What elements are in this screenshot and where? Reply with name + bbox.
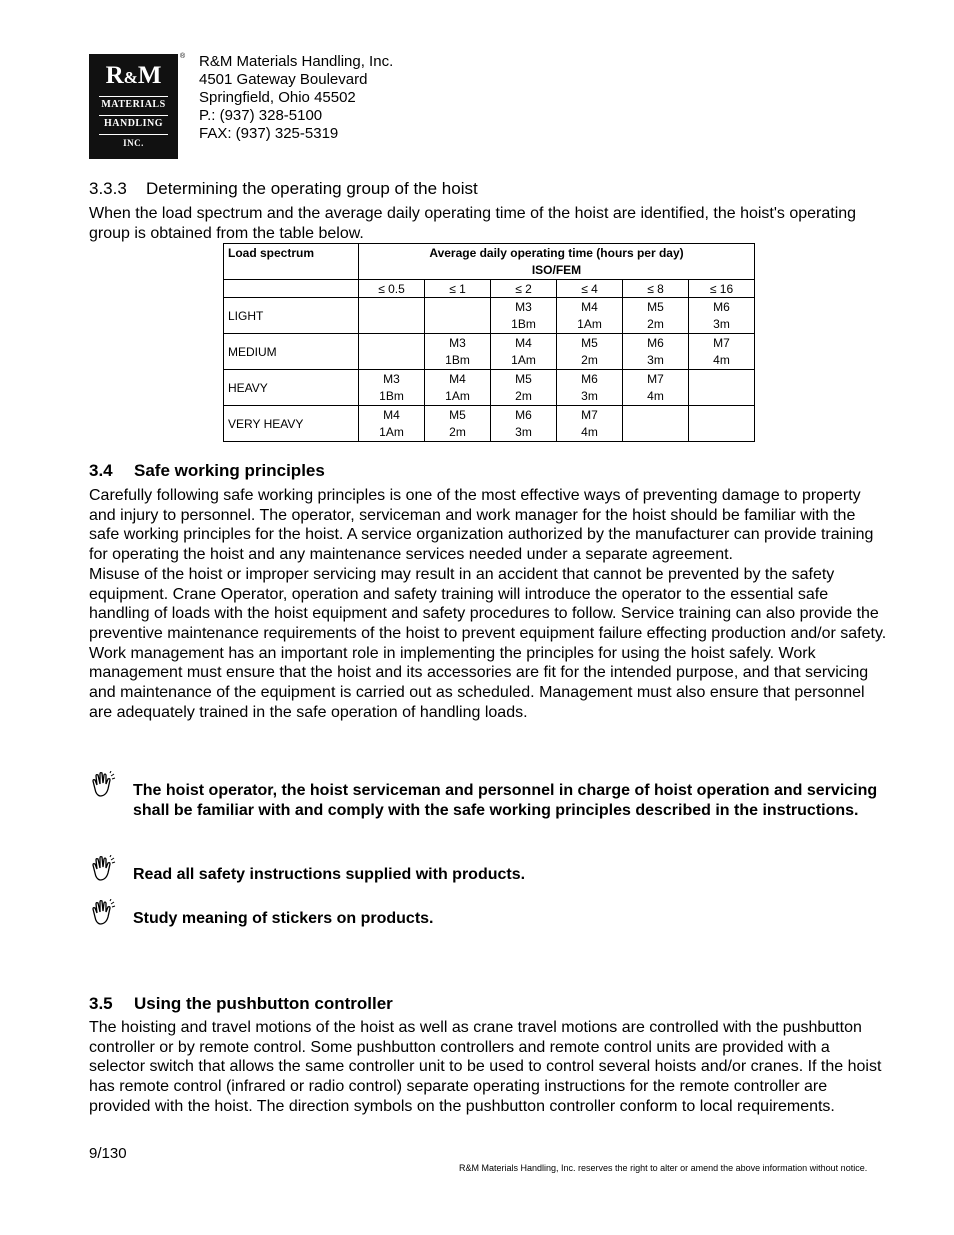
table-cell: [557, 298, 623, 334]
table-cell: [689, 370, 755, 406]
iso-group: M7: [713, 335, 730, 350]
paragraph: Work management has an important role in implementing the principles for using the hoist safely. Work management must ensure that the hoist and its accessories are fit for the intended purpose, and that servicing and maintenance of the equipment is carried out as scheduled. Management must also ensure that personnel are adequately trained in the safe operation of handling loads.: [89, 644, 869, 721]
iso-group: M6: [581, 371, 598, 386]
table-cell: [689, 406, 755, 442]
table-row: [224, 370, 755, 406]
hand-icon: [89, 855, 117, 883]
iso-group: M5: [449, 407, 466, 422]
paragraph: Misuse of the hoist or improper servicing may result in an accident that cannot be prevented by the safety equipment. Crane Operator, operation and safety training will introduce the operator to the essential safe handling of loads with the hoist equipment and safety procedures to follow. Service training can also provide the preventive maintenance requirements of the hoist to prevent equipment failure effecting production and/or safety.: [89, 565, 887, 642]
table-row: [224, 334, 755, 370]
safety-note: Study meaning of stickers on products.: [133, 910, 434, 927]
iso-group: M4: [515, 335, 532, 350]
fem-group: 1Bm: [511, 316, 536, 331]
column-header: ≤ 4: [557, 280, 623, 298]
fem-group: 2m: [581, 352, 598, 367]
street-address: 4501 Gateway Boulevard: [199, 71, 368, 88]
table-cell: [491, 406, 557, 442]
paragraph: Carefully following safe working principles is one of the most effective ways of preventing damage to property and injury to personnel. The operator, serviceman and work manager for the hoist should be familiar with the safe working principles for the hoist. A service organization authorized by the manufacturer can provide training for operating the hoist and any maintenance services needed under a separate agreement.: [89, 487, 874, 564]
fem-group: 3m: [647, 352, 664, 367]
column-header: ≤ 0.5: [359, 280, 425, 298]
section-title: Determining the operating group of the hoist: [146, 179, 478, 198]
table-cell: [557, 370, 623, 406]
load-spectrum-label: MEDIUM: [224, 334, 359, 370]
iso-group: M7: [647, 371, 664, 386]
table-cell: [425, 298, 491, 334]
safety-note: Read all safety instructions supplied with products.: [133, 866, 526, 883]
header-load-spectrum: Load spectrum: [224, 244, 359, 280]
fem-group: 2m: [449, 424, 466, 439]
fem-group: 3m: [581, 388, 598, 403]
fem-group: 4m: [581, 424, 598, 439]
iso-group: M4: [581, 299, 598, 314]
safe-working-text: [89, 486, 889, 722]
column-header-row: [224, 280, 755, 298]
empty-cell: [224, 280, 359, 298]
table-cell: [623, 334, 689, 370]
table-cell: [557, 334, 623, 370]
iso-group: M4: [449, 371, 466, 386]
logo-rule: [99, 134, 168, 135]
table-body: [224, 298, 755, 442]
safety-note: The hoist operator, the hoist serviceman and personnel in charge of hoist operation and servicing shall be familiar with and comply with the safe working principles described in the instructions.: [133, 782, 878, 819]
header-time-label: Average daily operating time (hours per day): [429, 245, 684, 260]
iso-group: M3: [515, 299, 532, 314]
section-number: 3.5: [89, 994, 113, 1013]
fem-group: 1Am: [511, 352, 536, 367]
registered-mark: ®: [180, 53, 186, 60]
page-number: 9/130: [89, 1145, 127, 1162]
column-header: ≤ 2: [491, 280, 557, 298]
section-heading-3-4: [89, 461, 325, 481]
fem-group: 1Am: [445, 388, 470, 403]
iso-group: M6: [713, 299, 730, 314]
hand-icon: [89, 899, 117, 927]
logo-line-inc: INC.: [123, 138, 144, 148]
logo-line-materials: MATERIALS: [101, 99, 166, 110]
section-title: Safe working principles: [134, 461, 325, 480]
table-cell: [425, 334, 491, 370]
table-cell: [359, 298, 425, 334]
header-operating-time: [359, 244, 755, 280]
iso-group: M3: [383, 371, 400, 386]
table-cell: [623, 370, 689, 406]
iso-group: M6: [647, 335, 664, 350]
table-cell: [689, 334, 755, 370]
column-header: ≤ 8: [623, 280, 689, 298]
fem-group: 4m: [713, 352, 730, 367]
table-cell: [359, 406, 425, 442]
fem-group: 1Bm: [379, 388, 404, 403]
table-row: [224, 298, 755, 334]
iso-group: M4: [383, 407, 400, 422]
section-number: 3.4: [89, 461, 113, 480]
fem-group: 3m: [713, 316, 730, 331]
iso-group: M5: [581, 335, 598, 350]
section-title: Using the pushbutton controller: [134, 994, 393, 1013]
logo-mark: R&M: [105, 62, 162, 89]
load-spectrum-label: LIGHT: [224, 298, 359, 334]
footer-notice: R&M Materials Handling, Inc. reserves the right to alter or amend the above information without notice.: [459, 1163, 868, 1173]
iso-group: M7: [581, 407, 598, 422]
table-cell: [359, 370, 425, 406]
table-cell: [623, 298, 689, 334]
iso-group: M5: [647, 299, 664, 314]
section-heading-3-3-3: [89, 179, 478, 199]
table-cell: [623, 406, 689, 442]
table-cell: [557, 406, 623, 442]
fem-group: 1Bm: [445, 352, 470, 367]
table-cell: [491, 298, 557, 334]
section-intro: When the load spectrum and the average daily operating time of the hoist are identified, the hoist's operating group is obtained from the table below.: [89, 205, 857, 242]
iso-group: M6: [515, 407, 532, 422]
phone-number: P.: (937) 328-5100: [199, 107, 323, 124]
fem-group: 2m: [647, 316, 664, 331]
logo-rule: [99, 115, 168, 116]
table-cell: [359, 334, 425, 370]
table-cell: [425, 406, 491, 442]
hand-icon: [89, 771, 117, 799]
section-number: 3.3.3: [89, 179, 127, 198]
iso-group: M3: [449, 335, 466, 350]
header-standard-label: ISO/FEM: [531, 262, 582, 277]
column-header: ≤ 1: [425, 280, 491, 298]
table-cell: [491, 334, 557, 370]
company-address: [199, 53, 393, 143]
fem-group: 4m: [647, 388, 664, 403]
load-spectrum-label: VERY HEAVY: [224, 406, 359, 442]
fax-number: FAX: (937) 325-5319: [199, 125, 339, 142]
company-logo: [89, 54, 178, 159]
load-spectrum-label: HEAVY: [224, 370, 359, 406]
logo-line-handling: HANDLING: [103, 118, 163, 129]
fem-group: 1Am: [577, 316, 602, 331]
company-name: R&M Materials Handling, Inc.: [199, 53, 394, 70]
pushbutton-text: The hoisting and travel motions of the hoist as well as crane travel motions are controlled with the pushbutton controller or by remote control. Some pushbutton controllers and remote control units are provided with a selector switch that allows the same controller unit to be used to control several hoists and/or cranes. If the hoist has remote control (infrared or radio control) separate operating instructions for the remote controller are provided with the hoist. The direction symbols on the pushbutton controller conform to local requirements.: [89, 1019, 882, 1115]
fem-group: 3m: [515, 424, 532, 439]
fem-group: 2m: [515, 388, 532, 403]
logo-rule: [99, 96, 168, 97]
section-heading-3-5: [89, 994, 393, 1014]
table-cell: [491, 370, 557, 406]
fem-group: 1Am: [379, 424, 404, 439]
table-cell: [425, 370, 491, 406]
table-cell: [689, 298, 755, 334]
table-row: [224, 406, 755, 442]
column-header: ≤ 16: [689, 280, 755, 298]
iso-group: M5: [515, 371, 532, 386]
operating-group-table: [223, 243, 755, 442]
city-state-zip: Springfield, Ohio 45502: [199, 89, 356, 106]
